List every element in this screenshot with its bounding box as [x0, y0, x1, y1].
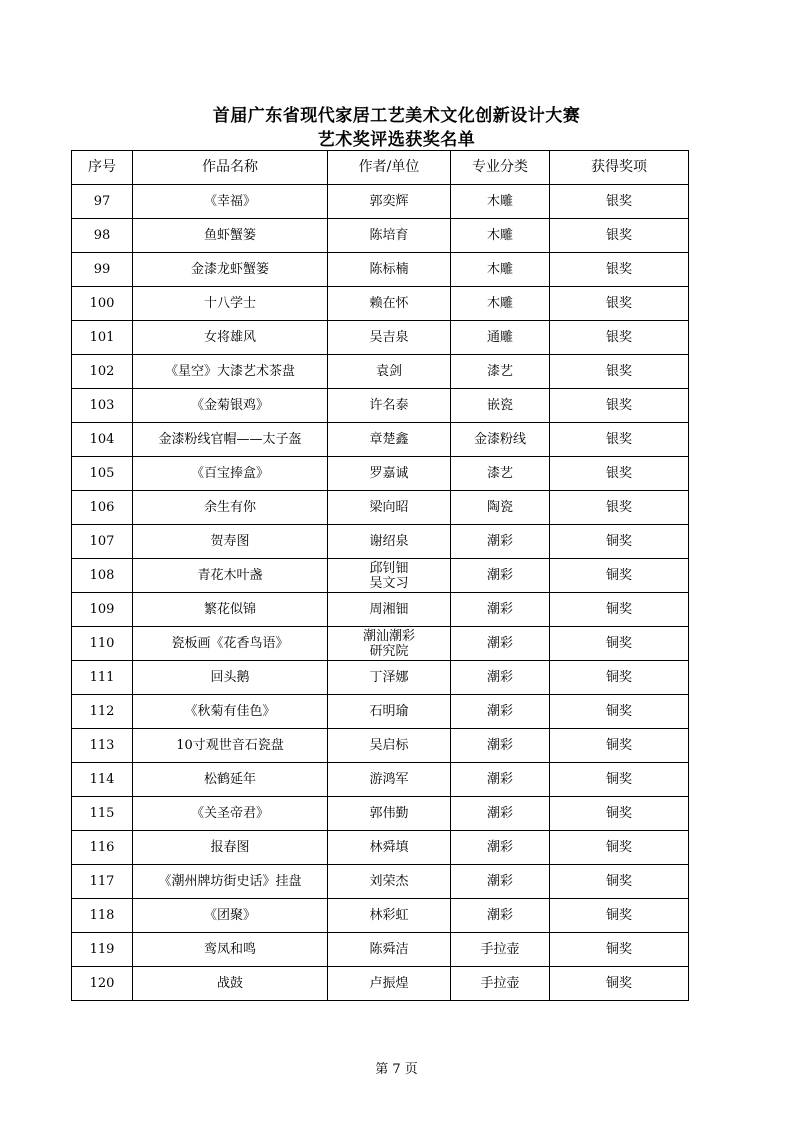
- cell-award: 银奖: [550, 491, 689, 525]
- cell-work-name: 报春图: [133, 831, 328, 865]
- table-row: [72, 865, 689, 899]
- cell-index: 108: [72, 559, 133, 593]
- cell-author: 陈舜洁: [328, 933, 451, 967]
- cell-work-name: 余生有你: [133, 491, 328, 525]
- document-title: 首届广东省现代家居工艺美术文化创新设计大赛: [212, 106, 581, 126]
- cell-author: 游鸿军: [328, 763, 451, 797]
- cell-index: 120: [72, 967, 133, 1001]
- cell-category: 木雕: [451, 253, 550, 287]
- cell-work-name: 瓷板画《花香鸟语》: [133, 627, 328, 661]
- cell-work-name: 《金菊银鸡》: [133, 389, 328, 423]
- cell-category: 潮彩: [451, 593, 550, 627]
- table-row: [72, 355, 689, 389]
- cell-work-name: 《团聚》: [133, 899, 328, 933]
- cell-author: 周湘钿: [328, 593, 451, 627]
- cell-index: 118: [72, 899, 133, 933]
- cell-work-name: 《关圣帝君》: [133, 797, 328, 831]
- cell-award: 铜奖: [550, 525, 689, 559]
- cell-author: 章楚鑫: [328, 423, 451, 457]
- page-number: 第 7 页: [375, 1062, 418, 1077]
- cell-category: 潮彩: [451, 831, 550, 865]
- cell-work-name: 繁花似锦: [133, 593, 328, 627]
- cell-category: 潮彩: [451, 865, 550, 899]
- table-row: [72, 321, 689, 355]
- header-index: 序号: [72, 151, 133, 185]
- cell-work-name: 《幸福》: [133, 185, 328, 219]
- cell-index: 106: [72, 491, 133, 525]
- table-row: [72, 253, 689, 287]
- cell-award: 银奖: [550, 389, 689, 423]
- cell-index: 117: [72, 865, 133, 899]
- table-row: [72, 695, 689, 729]
- cell-author: 丁泽娜: [328, 661, 451, 695]
- cell-author: 邱钊钿 吴文习: [328, 559, 451, 593]
- cell-category: 潮彩: [451, 627, 550, 661]
- cell-index: 110: [72, 627, 133, 661]
- cell-award: 银奖: [550, 423, 689, 457]
- cell-author: 林舜填: [328, 831, 451, 865]
- cell-category: 金漆粉线: [451, 423, 550, 457]
- table-row: [72, 661, 689, 695]
- cell-index: 114: [72, 763, 133, 797]
- cell-work-name: 鸾凤和鸣: [133, 933, 328, 967]
- cell-category: 嵌瓷: [451, 389, 550, 423]
- cell-index: 102: [72, 355, 133, 389]
- cell-index: 115: [72, 797, 133, 831]
- cell-award: 铜奖: [550, 729, 689, 763]
- cell-author: 袁剑: [328, 355, 451, 389]
- header-work-name: 作品名称: [133, 151, 328, 185]
- cell-award: 铜奖: [550, 661, 689, 695]
- table-row: [72, 525, 689, 559]
- cell-index: 111: [72, 661, 133, 695]
- table-row: [72, 287, 689, 321]
- cell-category: 木雕: [451, 287, 550, 321]
- cell-index: 104: [72, 423, 133, 457]
- cell-award: 银奖: [550, 287, 689, 321]
- cell-award: 铜奖: [550, 627, 689, 661]
- cell-index: 97: [72, 185, 133, 219]
- cell-category: 漆艺: [451, 457, 550, 491]
- cell-category: 漆艺: [451, 355, 550, 389]
- cell-category: 木雕: [451, 185, 550, 219]
- header-category: 专业分类: [451, 151, 550, 185]
- cell-award: 铜奖: [550, 593, 689, 627]
- table-row: [72, 967, 689, 1001]
- cell-category: 木雕: [451, 219, 550, 253]
- cell-category: 潮彩: [451, 763, 550, 797]
- cell-work-name: 《潮州牌坊街史话》挂盘: [133, 865, 328, 899]
- cell-category: 潮彩: [451, 797, 550, 831]
- cell-category: 陶瓷: [451, 491, 550, 525]
- cell-category: 潮彩: [451, 559, 550, 593]
- table-row: [72, 559, 689, 593]
- cell-index: 112: [72, 695, 133, 729]
- cell-award: 铜奖: [550, 797, 689, 831]
- cell-award: 银奖: [550, 457, 689, 491]
- cell-award: 铜奖: [550, 865, 689, 899]
- cell-author: 卢振煌: [328, 967, 451, 1001]
- cell-work-name: 青花木叶盏: [133, 559, 328, 593]
- cell-category: 潮彩: [451, 729, 550, 763]
- cell-category: 手拉壶: [451, 967, 550, 1001]
- cell-author: 谢绍泉: [328, 525, 451, 559]
- cell-award: 铜奖: [550, 831, 689, 865]
- cell-award: 铜奖: [550, 933, 689, 967]
- cell-author: 郭伟勤: [328, 797, 451, 831]
- table-row: [72, 491, 689, 525]
- award-table: [71, 150, 689, 1001]
- cell-author: 石明瑜: [328, 695, 451, 729]
- cell-award: 银奖: [550, 253, 689, 287]
- cell-index: 99: [72, 253, 133, 287]
- cell-work-name: 战鼓: [133, 967, 328, 1001]
- cell-work-name: 金漆龙虾蟹篓: [133, 253, 328, 287]
- table-row: [72, 389, 689, 423]
- header-author: 作者/单位: [328, 151, 451, 185]
- cell-work-name: 金漆粉线官帽——太子盔: [133, 423, 328, 457]
- document-subtitle: 艺术奖评选获奖名单: [317, 130, 476, 150]
- cell-category: 潮彩: [451, 899, 550, 933]
- cell-author: 陈培育: [328, 219, 451, 253]
- cell-author: 刘荣杰: [328, 865, 451, 899]
- cell-award: 铜奖: [550, 899, 689, 933]
- cell-author: 林彩虹: [328, 899, 451, 933]
- cell-work-name: 《星空》大漆艺术茶盘: [133, 355, 328, 389]
- table-row: [72, 627, 689, 661]
- cell-work-name: 松鹤延年: [133, 763, 328, 797]
- table-header-row: [72, 151, 689, 185]
- cell-index: 103: [72, 389, 133, 423]
- cell-work-name: 鱼虾蟹篓: [133, 219, 328, 253]
- cell-index: 101: [72, 321, 133, 355]
- table-row: [72, 831, 689, 865]
- cell-index: 105: [72, 457, 133, 491]
- cell-work-name: 女将雄风: [133, 321, 328, 355]
- table-row: [72, 593, 689, 627]
- cell-award: 铜奖: [550, 695, 689, 729]
- table-row: [72, 423, 689, 457]
- cell-author: 吴启标: [328, 729, 451, 763]
- cell-category: 手拉壶: [451, 933, 550, 967]
- cell-award: 银奖: [550, 355, 689, 389]
- table-row: [72, 797, 689, 831]
- cell-author: 梁向昭: [328, 491, 451, 525]
- header-award: 获得奖项: [550, 151, 689, 185]
- cell-index: 107: [72, 525, 133, 559]
- cell-index: 116: [72, 831, 133, 865]
- cell-author: 陈标楠: [328, 253, 451, 287]
- cell-author: 潮汕潮彩 研究院: [328, 627, 451, 661]
- cell-index: 109: [72, 593, 133, 627]
- cell-author: 吴吉泉: [328, 321, 451, 355]
- table-row: [72, 899, 689, 933]
- cell-index: 119: [72, 933, 133, 967]
- table-body: [72, 185, 689, 1001]
- cell-award: 铜奖: [550, 559, 689, 593]
- cell-category: 潮彩: [451, 525, 550, 559]
- cell-work-name: 回头鹅: [133, 661, 328, 695]
- table-row: [72, 933, 689, 967]
- table-row: [72, 729, 689, 763]
- cell-work-name: 《秋菊有佳色》: [133, 695, 328, 729]
- cell-category: 潮彩: [451, 661, 550, 695]
- cell-category: 潮彩: [451, 695, 550, 729]
- cell-author: 赖在怀: [328, 287, 451, 321]
- cell-work-name: 贺寿图: [133, 525, 328, 559]
- table-row: [72, 457, 689, 491]
- cell-work-name: 《百宝捧盒》: [133, 457, 328, 491]
- table-row: [72, 185, 689, 219]
- cell-work-name: 10寸观世音石瓷盘: [133, 729, 328, 763]
- table-row: [72, 219, 689, 253]
- table-row: [72, 763, 689, 797]
- cell-award: 银奖: [550, 219, 689, 253]
- cell-work-name: 十八学士: [133, 287, 328, 321]
- cell-author: 郭奕辉: [328, 185, 451, 219]
- cell-award: 银奖: [550, 185, 689, 219]
- cell-index: 113: [72, 729, 133, 763]
- cell-author: 罗嘉诚: [328, 457, 451, 491]
- cell-award: 铜奖: [550, 967, 689, 1001]
- cell-category: 通雕: [451, 321, 550, 355]
- cell-author: 许名泰: [328, 389, 451, 423]
- cell-index: 98: [72, 219, 133, 253]
- cell-index: 100: [72, 287, 133, 321]
- cell-award: 银奖: [550, 321, 689, 355]
- cell-award: 铜奖: [550, 763, 689, 797]
